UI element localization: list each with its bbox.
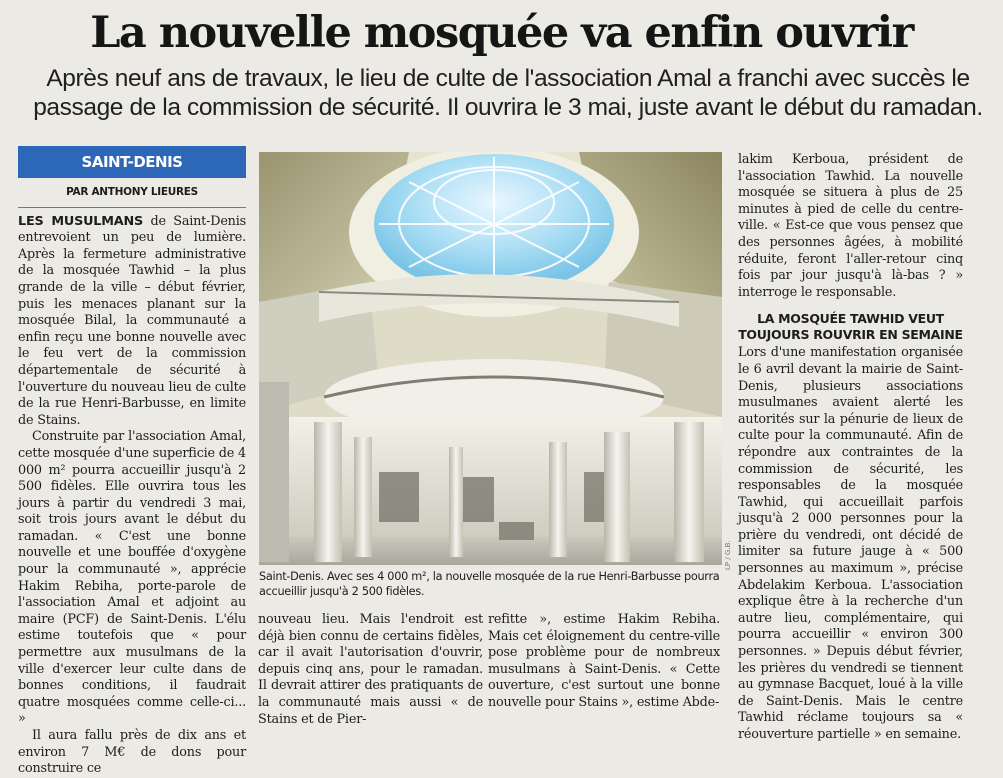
- mosque-interior-illustration: [259, 152, 722, 565]
- mosque-interior-photo: [259, 152, 722, 565]
- paragraph-continued: refitte », estime Hakim Rebiha. Mais cet éloignement du centre-ville pose problème pour de nombreux musulmans à Saint-Denis. « Cette ouverture, c'est surtout une bonne nouvelle pour Stains », estime Abde-: [488, 612, 720, 710]
- paragraph: Lors d'une manifestation organisée le 6 avril devant la mairie de Saint-Denis, plusieurs associations musulmanes avaient alerté les autorités sur la pénurie de lieux de culte pour la communauté. Afin de répondre aux contraintes de la commission de sécurité, les responsables de la mosquée Tawhid, qui accueillait parfois jusqu'à 2 000 personnes pour la prière du vendredi, ont décidé de limiter sa future jauge à « 500 personnes au maximum », précise Abdelakim Kerboua. L'association explique être à la recherche d'un autre lieu, complémentaire, qui pourra accueillir « environ 300 personnes. » Depuis début février, les prières du vendredi se tiennent au gymnase Bacquet, loué à la ville de Saint-Denis. Mais le centre Tawhid réclame toujours sa « réouverture partielle » en semaine.: [738, 345, 963, 742]
- intertitle: LA MOSQUÉE TAWHID VEUT TOUJOURS ROUVRIR EN SEMAINE: [738, 311, 963, 343]
- paragraph-continued: lakim Kerboua, président de l'association Tawhid. La nouvelle mosquée se situera à plus de 25 minutes à pied de celle du centre-ville. « Est-ce que vous pensez que des personnes âgées, à mobilité réduite, feront l'aller-retour cinq fois par jour jusqu'à là-bas ? » interroge le responsable.: [738, 152, 963, 300]
- article-column-right: [738, 152, 963, 744]
- paragraph-continued: nouveau lieu. Mais l'endroit est déjà bien connu de certains fidèles, car il avait l'autorisation d'ouvrir, depuis cinq ans, pour le ramadan. Il devrait attirer des pratiquants de la communauté mais aussi « de Stains et de Pier-: [258, 612, 483, 727]
- article-column-middle-right: [488, 612, 720, 712]
- photo-credit: LP / G.B.: [724, 540, 732, 570]
- standfirst: Après neuf ans de travaux, le lieu de culte de l'association Amal a franchi avec succès le passage de la commission de sécurité. Il ouvrira le 3 mai, juste avant le début du ramadan.: [33, 65, 983, 121]
- photo-caption: Saint-Denis. Avec ses 4 000 m², la nouvelle mosquée de la rue Henri-Barbusse pourra accueillir jusqu'à 2 500 fidèles.: [259, 570, 720, 598]
- paragraph-3: Il aura fallu près de dix ans et environ 7 M€ de dons pour construire ce: [18, 728, 246, 777]
- article-column-middle-left: [258, 612, 483, 728]
- paragraph-intro-text: de Saint-Denis entrevoient un peu de lumière. Après la fermeture administrative de la mosquée Tawhid – la plus grande de la ville – début février, puis les menaces planant sur la mosquée Bilal, la communauté a enfin reçu une bonne nouvelle avec le feu vert de la commission départementale de sécurité à l'ouverture du nouveau lieu de culte de la rue Henri-Barbusse, en limite de Stains.: [18, 213, 246, 428]
- paragraph-2: Construite par l'association Amal, cette mosquée d'une superficie de 4 000 m² pourra accueillir jusqu'à 2 500 fidèles. Elle ouvrira tous les jours à partir du vendredi 3 mai, soit trois jours avant le début du ramadan. « C'est une bonne nouvelle et une bouffée d'oxygène pour la communauté », apprécie Hakim Rebiha, porte-parole de l'association Amal et adjoint au maire (PCF) de Saint-Denis. L'élu estime toutefois que « pour permettre aux musulmans de la ville d'exercer leur culte dans de bonnes conditions, il faudrait quatre mosquées comme celle-ci... »: [18, 429, 246, 727]
- section-rubric: SAINT-DENIS: [18, 146, 246, 178]
- lead-in: LES MUSULMANS: [18, 213, 143, 229]
- byline: PAR ANTHONY LIEURES: [18, 184, 246, 208]
- paragraph-intro: [18, 214, 246, 430]
- headline: La nouvelle mosquée va enfin ouvrir: [90, 8, 913, 58]
- article-column-left: [18, 146, 246, 778]
